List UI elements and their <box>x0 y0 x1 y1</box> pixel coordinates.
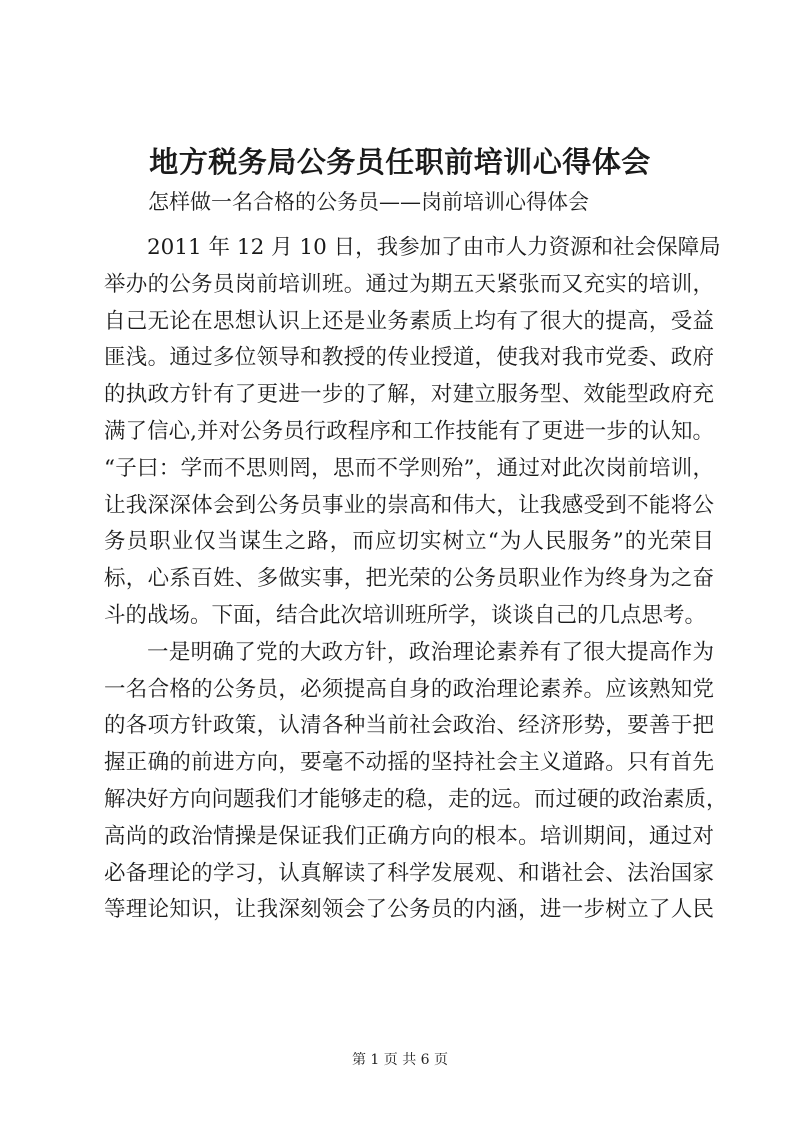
paragraph-line: “子曰：学而不思则罔，思而不学则殆”，通过对此次岗前培训， <box>104 455 714 481</box>
paragraph-line: 一是明确了党的大政方针，政治理论素养有了很大提高作为 <box>147 639 714 665</box>
paragraph-line: 的执政方针有了更进一步的了解，对建立服务型、效能型政府充 <box>104 382 714 408</box>
paragraph-line: 握正确的前进方向，要毫不动摇的坚持社会主义道路。只有首先 <box>104 750 714 776</box>
paragraph-line: 举办的公务员岗前培训班。通过为期五天紧张而又充实的培训， <box>104 271 714 297</box>
paragraph-line: 等理论知识，让我深刻领会了公务员的内涵，进一步树立了人民 <box>104 897 714 923</box>
paragraph-line: 标，心系百姓、多做实事，把光荣的公务员职业作为终身为之奋 <box>104 566 714 592</box>
paragraph-line: 自己无论在思想认识上还是业务素质上均有了很大的提高，受益 <box>104 308 714 334</box>
paragraph-line: 斗的战场。下面，结合此次培训班所学，谈谈自己的几点思考。 <box>104 602 707 628</box>
paragraph-line: 一名合格的公务员，必须提高自身的政治理论素养。应该熟知党 <box>104 676 714 702</box>
paragraph-line: 2011 年 12 月 10 日，我参加了由市人力资源和社会保障局 <box>147 235 721 260</box>
paragraph-2 <box>104 635 728 929</box>
paragraph-line: 必备理论的学习，认真解读了科学发展观、和谐社会、法治国家 <box>104 860 714 886</box>
document-title: 地方税务局公务员任职前培训心得体会 <box>149 145 651 179</box>
paragraph-line: 的各项方针政策，认清各种当前社会政治、经济形势，要善于把 <box>104 713 714 739</box>
paragraph-line: 解决好方向问题我们才能够走的稳，走的远。而过硬的政治素质， <box>104 786 728 812</box>
paragraph-line: 高尚的政治情操是保证我们正确方向的根本。培训期间，通过对 <box>104 823 714 849</box>
paragraph-line: 务员职业仅当谋生之路，而应切实树立“为人民服务”的光荣目 <box>104 529 714 555</box>
document-subtitle: 怎样做一名合格的公务员——岗前培训心得体会 <box>148 190 589 214</box>
paragraph-line: 满了信心,并对公务员行政程序和工作技能有了更进一步的认知。 <box>104 418 714 444</box>
paragraph-line: 让我深深体会到公务员事业的崇高和伟大，让我感受到不能将公 <box>104 492 714 518</box>
paragraph-line: 匪浅。通过多位领导和教授的传业授道，使我对我市党委、政府 <box>104 345 714 371</box>
page-footer: 第 1 页 共 6 页 <box>351 1052 449 1068</box>
paragraph-1 <box>104 230 721 635</box>
document-body <box>104 230 728 929</box>
